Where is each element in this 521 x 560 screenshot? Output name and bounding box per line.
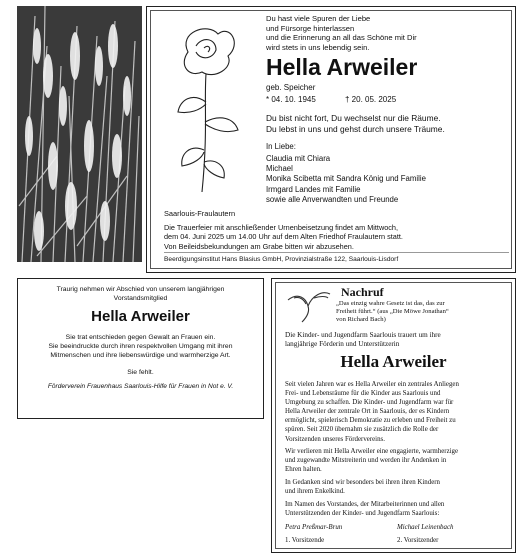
notice3-quote: „Das einzig wahre Gesetz ist das, das zur Freiheit führt.“ (aus „Die Möwe Jonathan“ von Richard Bach) xyxy=(336,300,449,323)
born-name: geb. Speicher xyxy=(266,83,316,92)
notice3-paragraph-2: Wir verlieren mit Hella Arweiler eine engagierte, warmherzige und zugewandte Mitstreiterin und werden ihr Andenken in Ehren halten. xyxy=(285,448,459,474)
signatory-1-role: 1. Vorsitzende xyxy=(285,537,325,544)
seagull-drawing xyxy=(284,286,332,326)
death-date: † 20. 05. 2025 xyxy=(345,95,397,104)
notice3-paragraph-3: In Gedanken sind wir besonders bei ihren ihren Kindern und ihrem Enkelkind. xyxy=(285,479,440,496)
divider xyxy=(164,252,509,253)
notice2-name: Hella Arweiler xyxy=(91,308,190,325)
grass-photo xyxy=(17,6,142,262)
notice2-signature: Förderverein Frauenhaus Saarlouis-Hilfe für Frauen in Not e. V. xyxy=(47,383,234,390)
mourners-heading: In Liebe: xyxy=(266,142,296,151)
notice3-paragraph-4: Im Namen des Vorstandes, der Mitarbeiterinnen und allen Unterstützenden der Kinder- und Jugendfarm Saarlouis: xyxy=(285,501,445,518)
notice2-body: Sie trat entschieden gegen Gewalt an Frauen ein. Sie beeindruckte durch ihren respektvollen Umgang mit ihren Mitmenschen und ihre liebenswürdige und warmherzige Art. xyxy=(48,334,233,359)
frosted-grass-image xyxy=(17,6,142,262)
verse: Du bist nicht fort, Du wechselst nur die Räume. Du lebst in uns und gehst durch unsere Träume. xyxy=(266,113,445,134)
rose-drawing xyxy=(168,22,248,202)
signatory-1-name: Petra Preßmar-Brun xyxy=(285,524,343,531)
notice3-heading: Nachruf xyxy=(341,285,384,299)
undertaker: Beerdigungsinstitut Hans Blasius GmbH, Provinzialstraße 122, Saarlouis-Lisdorf xyxy=(164,256,399,263)
opening-quote: Du hast viele Spuren der Liebe und Fürsorge hinterlassen und die Erinnerung an all das Schöne mit Dir wird stets in uns lebendig sein. xyxy=(266,14,417,52)
rose-icon xyxy=(168,22,248,202)
notice2-closing: Sie fehlt. xyxy=(127,369,154,376)
seagull-icon xyxy=(284,286,332,326)
signatory-2-role: 2. Vorsitzender xyxy=(397,537,439,544)
birth-date: * 04. 10. 1945 xyxy=(266,95,316,104)
notice3-intro: Die Kinder- und Jugendfarm Saarlouis trauert um ihre langjährige Förderin und Unterstützerin xyxy=(285,331,441,349)
notice3-paragraph-1: Seit vielen Jahren war es Hella Arweiler ein zentrales Anliegen Frei- und Lebensräume für die Kinder aus Saarlouis und Umgebung zu schaffen. Die Kinder- und Jugendfarm war für Hella Arweiler der zentrale Ort in Saarlouis, der es Kindern ermöglicht, spielerisch Demokratie zu erleben und Freiheit zu spüren. Seit 2020 übernahm sie zusätzlich die Rolle der Vorsitzenden unseres Fördervereins. xyxy=(285,381,459,443)
mourners-list: Claudia mit Chiara Michael Monika Scibetta mit Sandra König und Familie Irmgard Landes mit Familie sowie alle Anverwandten und Freunde xyxy=(266,154,426,204)
deceased-name: Hella Arweiler xyxy=(266,54,418,80)
notice2-intro: Traurig nehmen wir Abschied von unserem langjährigen Vorstandsmitglied xyxy=(56,286,225,302)
signatory-2-name: Michael Leinenbach xyxy=(397,524,454,531)
place: Saarlouis-Fraulautern xyxy=(164,209,236,218)
funeral-details: Die Trauerfeier mit anschließender Urnenbeisetzung findet am Mittwoch, dem 04. Juni 2025 um 14.00 Uhr auf dem Alten Friedhof Fraulautern statt. Von Beileidsbekundungen am Grabe bitten wir abzusehen. xyxy=(164,223,403,251)
notice3-name: Hella Arweiler xyxy=(340,352,447,371)
